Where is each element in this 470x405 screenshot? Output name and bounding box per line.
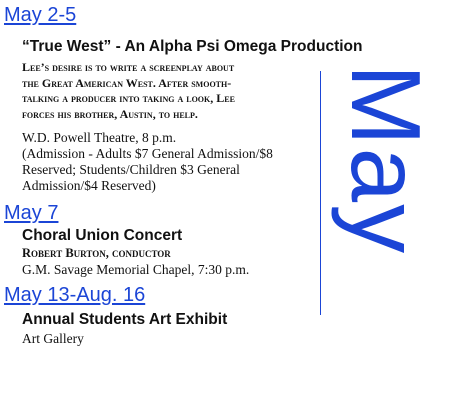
event-title: “True West” - An Alpha Psi Omega Production xyxy=(22,38,363,55)
event-title: Choral Union Concert xyxy=(22,227,183,244)
admission-line: (Admission - Adults $7 General Admission/$8 xyxy=(22,146,273,161)
description-line: forces his brother, Austin, to help. xyxy=(22,106,198,121)
description-line: the Great American West. After smooth- xyxy=(22,75,232,90)
event-venue: W.D. Powell Theatre, 8 p.m. xyxy=(22,130,177,145)
event-details xyxy=(22,130,322,194)
event-date: May 13-Aug. 16 xyxy=(4,284,146,306)
event-title: Annual Students Art Exhibit xyxy=(22,311,228,328)
description-line: Lee’s desire is to write a screenplay about xyxy=(22,60,235,74)
admission-line: Admission/$4 Reserved) xyxy=(22,178,156,193)
event-details xyxy=(22,262,322,278)
event-venue: G.M. Savage Memorial Chapel, 7:30 p.m. xyxy=(22,262,250,277)
event-description xyxy=(22,60,312,122)
event-venue: Art Gallery xyxy=(22,331,84,346)
event-conductor: Robert Burton, conductor xyxy=(22,246,171,260)
month-label-container xyxy=(331,64,446,364)
event-date: May 2-5 xyxy=(4,4,77,26)
event-details xyxy=(22,331,322,347)
month-label: May xyxy=(331,64,441,256)
month-divider-line xyxy=(320,71,321,315)
description-line: talking a producer into taking a look, Lee xyxy=(22,91,235,105)
event-date: May 7 xyxy=(4,202,59,224)
admission-line: Reserved; Students/Children $3 General xyxy=(22,162,240,177)
